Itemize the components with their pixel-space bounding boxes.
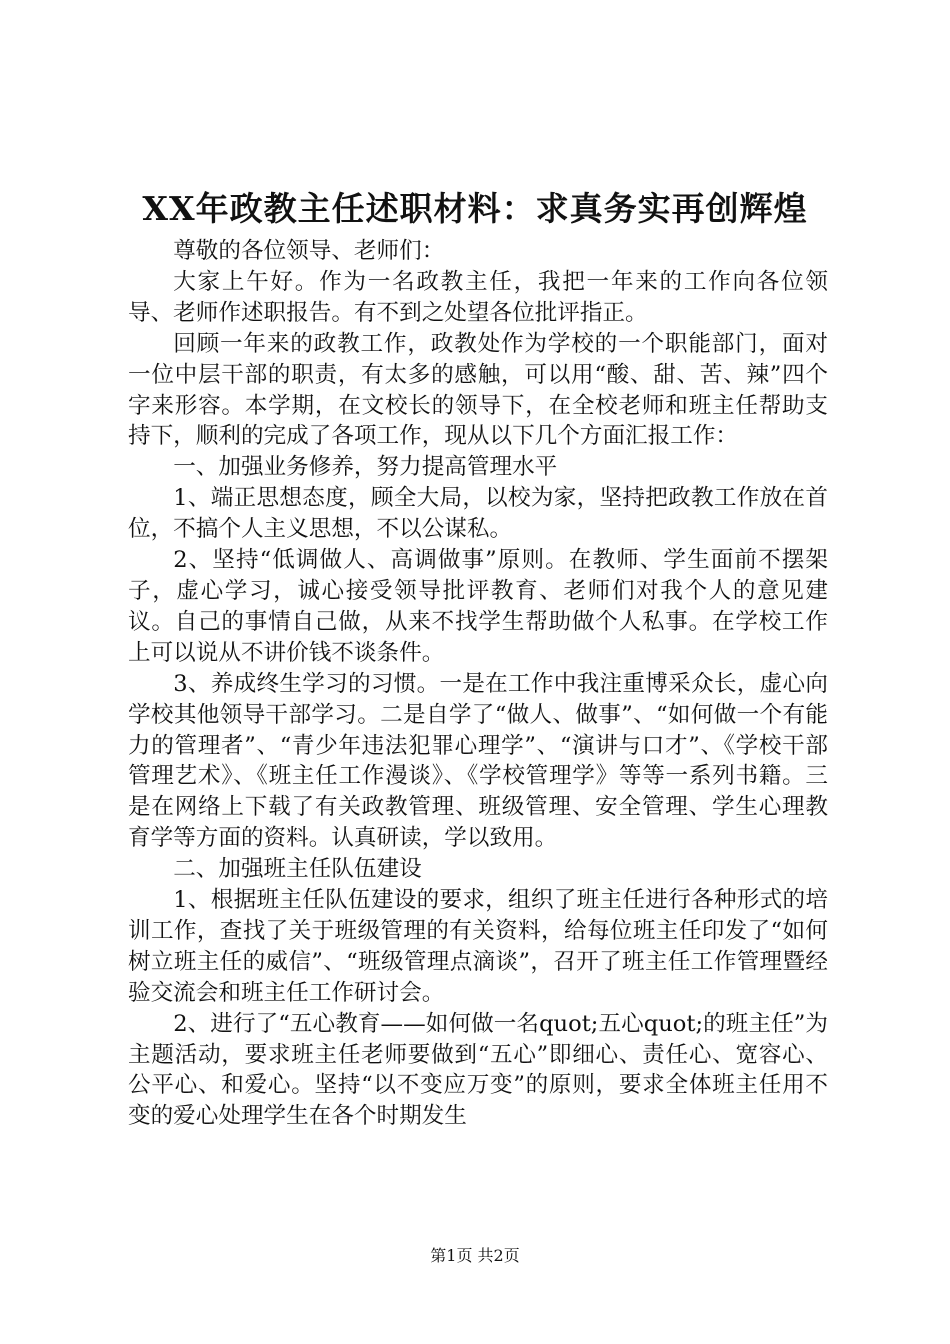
paragraph: 大家上午好。作为一名政教主任，我把一年来的工作向各位领导、老师作述职报告。有不到之处望各位批评指正。 <box>128 268 828 326</box>
page-number: 第1页 共2页 <box>430 1246 520 1265</box>
paragraph: 3、养成终生学习的习惯。一是在工作中我注重博采众长，虚心向学校其他领导干部学习。二是自学了“做人、做事”、“如何做一个有能力的管理者”、“青少年违法犯罪心理学”、“演讲与口才”、《学校干部管理艺术》、《班主任工作漫谈》、《学校管理学》等等一系列书籍。三是在网络上下载了有关政教管理、班级管理、安全管理、学生心理教育学等方面的资料。认真研读，学以致用。 <box>128 670 828 852</box>
paragraph: 1、根据班主任队伍建设的要求，组织了班主任进行各种形式的培训工作，查找了关于班级管理的有关资料，给每位班主任印发了“如何树立班主任的威信”、“班级管理点滴谈”，召开了班主任工作管理暨经验交流会和班主任工作研讨会。 <box>128 887 828 1006</box>
paragraph: 2、进行了“五心教育——如何做一名quot;五心quot;的班主任”为主题活动，要求班主任老师要做到“五心”即细心、责任心、宽容心、公平心、和爱心。坚持“以不变应万变”的原则，要求全体班主任用不变的爱心处理学生在各个时期发生 <box>128 1010 828 1130</box>
paragraph: 回顾一年来的政教工作，政教处作为学校的一个职能部门，面对一位中层干部的职责，有太多的感触，可以用“酸、甜、苦、辣”四个字来形容。本学期，在文校长的领导下，在全校老师和班主任帮助支持下，顺利的完成了各项工作，现从以下几个方面汇报工作： <box>128 330 828 450</box>
document-title: XX年政教主任述职材料：求真务实再创辉煌 <box>142 189 808 228</box>
section-heading: 一、加强业务修养，努力提高管理水平 <box>173 454 558 481</box>
section-heading: 二、加强班主任队伍建设 <box>173 856 422 883</box>
paragraph: 2、坚持“低调做人、高调做事”原则。在教师、学生面前不摆架子，虚心学习，诚心接受领导批评教育、老师们对我个人的意见建议。自己的事情自己做，从来不找学生帮助做个人私事。在学校工作上可以说从不讲价钱不谈条件。 <box>128 547 828 666</box>
paragraph: 1、端正思想态度，顾全大局，以校为家，坚持把政教工作放在首位，不搞个人主义思想，不以公谋私。 <box>128 485 828 543</box>
salutation: 尊敬的各位领导、老师们： <box>173 238 445 264</box>
document-body <box>128 236 828 1132</box>
